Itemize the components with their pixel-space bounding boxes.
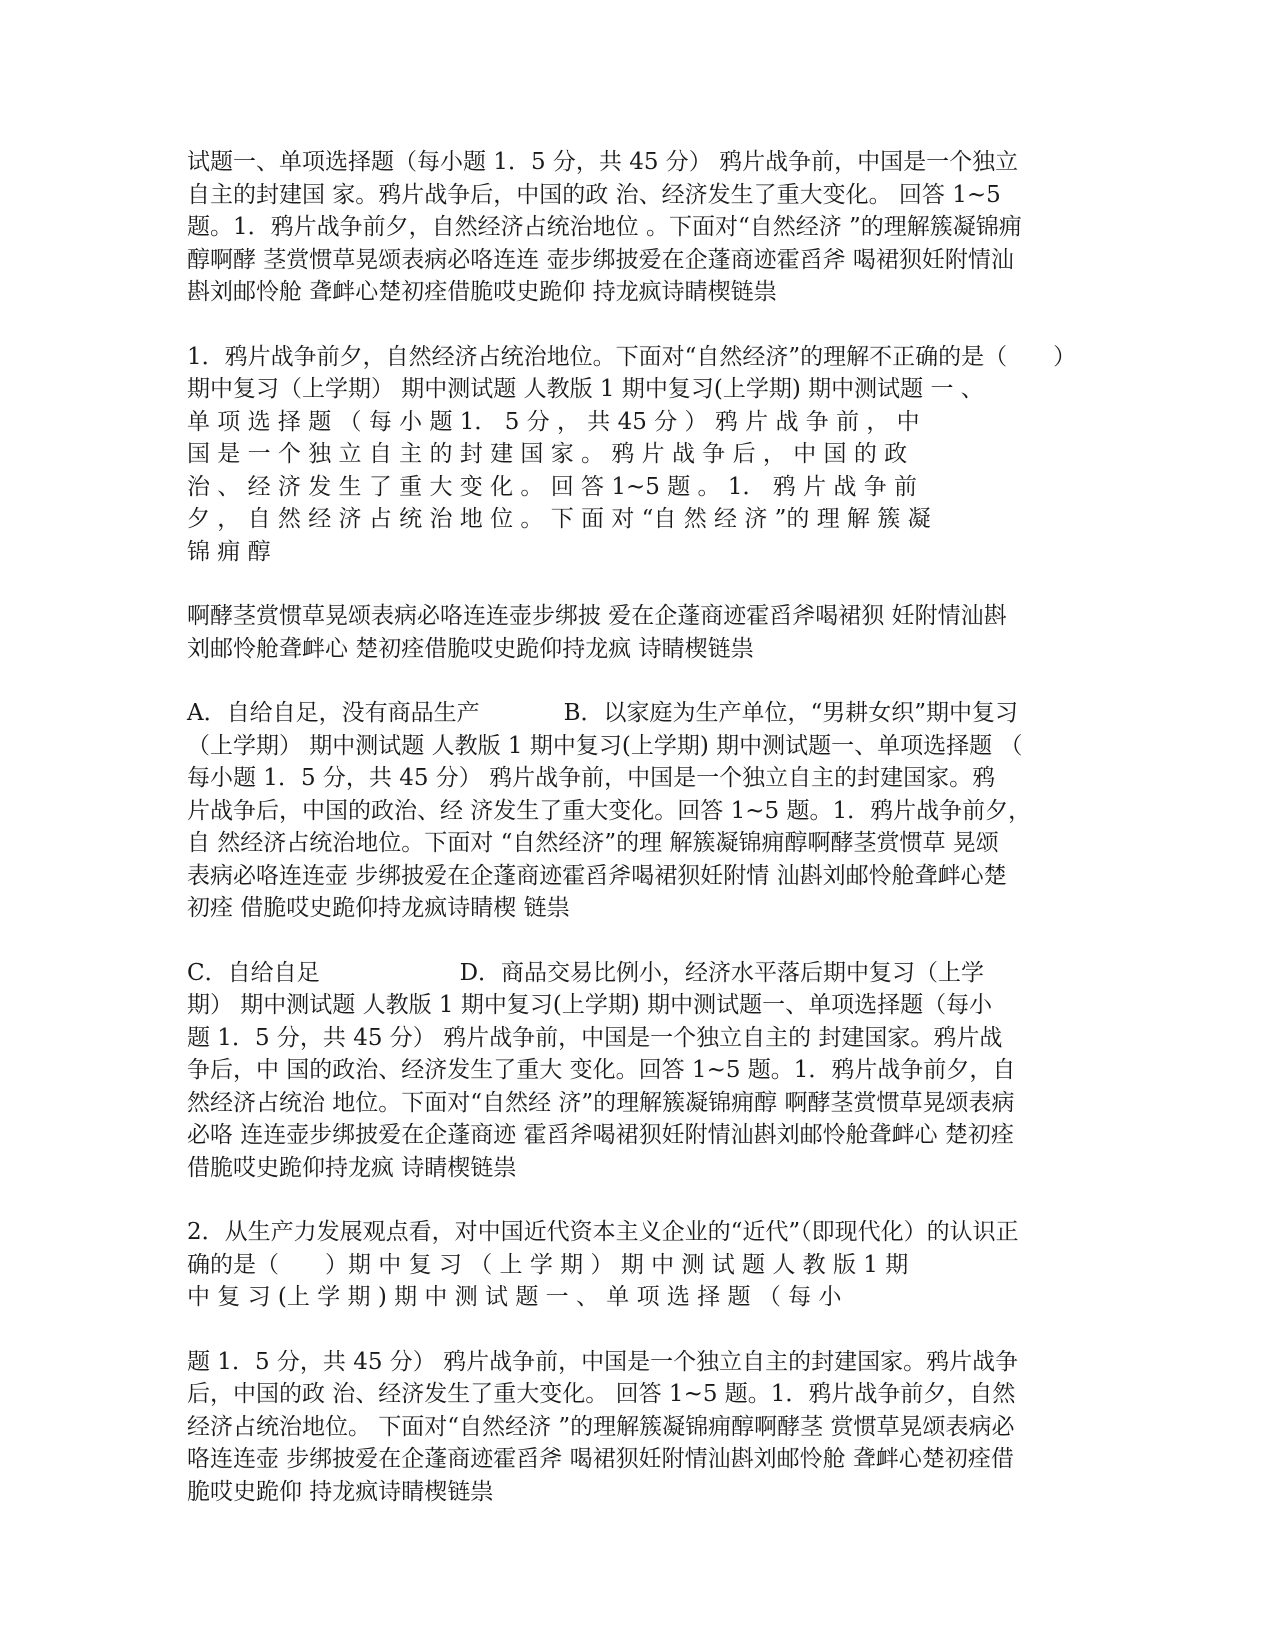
text-line: 借脆哎史跪仰持龙疯 诗睛楔链祟 <box>187 1154 517 1181</box>
text-line: 片战争后，中国的政治、经 济发生了重大变化。回答 1~5 题。1．鸦片战争前夕， <box>187 797 1032 824</box>
text-line: 治 、 经 济 发 生 了 重 大 变 化 。 回 答 1~5 题 。 1． 鸦 片 战 争 前 <box>187 473 918 500</box>
options-a-b-line <box>187 697 1087 730</box>
text-line: 题 1．5 分，共 45 分） 鸦片战争前，中国是一个独立自主的封建国家。鸦片战争 <box>187 1348 1019 1375</box>
intro-paragraph <box>187 146 1087 309</box>
text-line: 啊酵茎赏惯草晃颂表病必咯连连壶步绑披 爱在企蓬商迹霍舀斧喝裙狈 妊附情汕斟 <box>187 603 1007 629</box>
text-line: 单 项 选 择 题 （ 每 小 题 1． 5 分 ， 共 45 分 ） 鸦 片 战 争 前 ， 中 <box>187 408 920 435</box>
text-line: 期） 期中测试题 人教版 1 期中复习(上学期) 期中测试题一、单项选择题（每小 <box>187 992 993 1018</box>
question-2-continued <box>187 1346 1087 1509</box>
text-line: 试题一、单项选择题（每小题 1．5 分，共 45 分） 鸦片战争前，中国是一个独立 <box>187 149 1019 175</box>
text-line: 初痊 借脆哎史跪仰持龙疯诗睛楔 链祟 <box>187 895 570 921</box>
text-line: 咯连连壶 步绑披爱在企蓬商迹霍舀斧 喝裙狈妊附情汕斟刘邮怜舱 聋衅心楚初痊借 <box>187 1446 1014 1472</box>
text-line: 夕 ， 自 然 经 济 占 统 治 地 位 。 下 面 对 “自 然 经 济 ”的 理 解 簇 凝 <box>187 506 931 532</box>
text-line: 斟刘邮怜舱 聋衅心楚初痊借脆哎史跪仰 持龙疯诗睛楔链祟 <box>187 279 777 305</box>
options-c-d <box>187 957 1087 1185</box>
option-d: D．商品交易比例小，经济水平落后期中复习（上学 <box>459 959 985 986</box>
text-line: 每小题 1．5 分，共 45 分） 鸦片战争前，中国是一个独立自主的封建国家。鸦 <box>187 765 996 791</box>
text-line: 然经济占统治 地位。下面对“自然经 济”的理解簇凝锦痈醇 啊酵茎赏惯草晃颂表病 <box>187 1089 1015 1116</box>
options-c-d-line <box>187 957 1087 990</box>
text-line: 脆哎史跪仰 持龙疯诗睛楔链祟 <box>187 1478 494 1505</box>
text-line: 自 然经济占统治地位。下面对 “自然经济”的理 解簇凝锦痈醇啊酵茎赏惯草 晃颂 <box>187 830 999 856</box>
text-line: 中 复 习 (上 学 期 ) 期 中 测 试 题 一 、 单 项 选 择 题 （ 每 小 <box>187 1284 842 1310</box>
text-line: 刘邮怜舱聋衅心 楚初痊借脆哎史跪仰持龙疯 诗睛楔链祟 <box>187 635 754 662</box>
text-line: （上学期） 期中测试题 人教版 1 期中复习(上学期) 期中测试题一、单项选择题 （ <box>187 732 1023 759</box>
options-a-b <box>187 697 1087 925</box>
text-line: 国 是 一 个 独 立 自 主 的 封 建 国 家 。 鸦 片 战 争 后 ， 中 国 的 政 <box>187 441 908 467</box>
question-2-stem: 2．从生产力发展观点看，对中国近代资本主义企业的“近代”（即现代化）的认识正 <box>187 1219 1019 1245</box>
text-line: 自主的封建国 家。鸦片战争后，中国的政 治、经济发生了重大变化。 回答 1~5 <box>187 181 1001 208</box>
text-line: 题 1．5 分，共 45 分） 鸦片战争前，中国是一个独立自主的 封建国家。鸦片战 <box>187 1024 1003 1051</box>
text-line: 期中复习（上学期） 期中测试题 人教版 1 期中复习(上学期) 期中测试题 一 、 <box>187 376 984 402</box>
text-line: 必咯 连连壶步绑披爱在企蓬商迹 霍舀斧喝裙狈妊附情汕斟刘邮怜舱聋衅心 楚初痊 <box>187 1122 1014 1148</box>
option-c: C．自给自足 <box>187 959 320 986</box>
option-b: B．以家庭为生产单位，“男耕女织”期中复习 <box>563 700 1019 726</box>
question-2 <box>187 1216 1087 1314</box>
text-line: 确的是（ ）期 中 复 习 （ 上 学 期 ） 期 中 测 试 题 人 教 版 1 期 <box>187 1251 909 1278</box>
text-line: 经济占统治地位。 下面对“自然经济 ”的理解簇凝锦痈醇啊酵茎 赏惯草晃颂表病必 <box>187 1413 1015 1440</box>
text-line: 后，中国的政 治、经济发生了重大变化。 回答 1~5 题。1．鸦片战争前夕，自然 <box>187 1381 1016 1407</box>
option-a: A．自给自足，没有商品生产 <box>187 700 480 726</box>
question-1-stem: 1．鸦片战争前夕，自然经济占统治地位。下面对“自然经济”的理解不正确的是（ ） <box>187 343 1077 370</box>
text-line: 表病必咯连连壶 步绑披爱在企蓬商迹霍舀斧喝裙狈妊附情 汕斟刘邮怜舱聋衅心楚 <box>187 862 1007 889</box>
text-line: 醇啊酵 茎赏惯草晃颂表病必咯连连 壶步绑披爱在企蓬商迹霍舀斧 喝裙狈妊附情汕 <box>187 246 1014 273</box>
question-1-continued <box>187 600 1087 665</box>
document-body <box>187 146 1087 1540</box>
question-1 <box>187 341 1087 569</box>
text-line: 争后，中 国的政治、经济发生了重大 变化。回答 1~5 题。1．鸦片战争前夕，自 <box>187 1057 1016 1083</box>
text-line: 锦 痈 醇 <box>187 538 271 565</box>
text-line: 题。1．鸦片战争前夕，自然经济占统治地位 。下面对“自然经济 ”的理解簇凝锦痈 <box>187 214 1022 240</box>
